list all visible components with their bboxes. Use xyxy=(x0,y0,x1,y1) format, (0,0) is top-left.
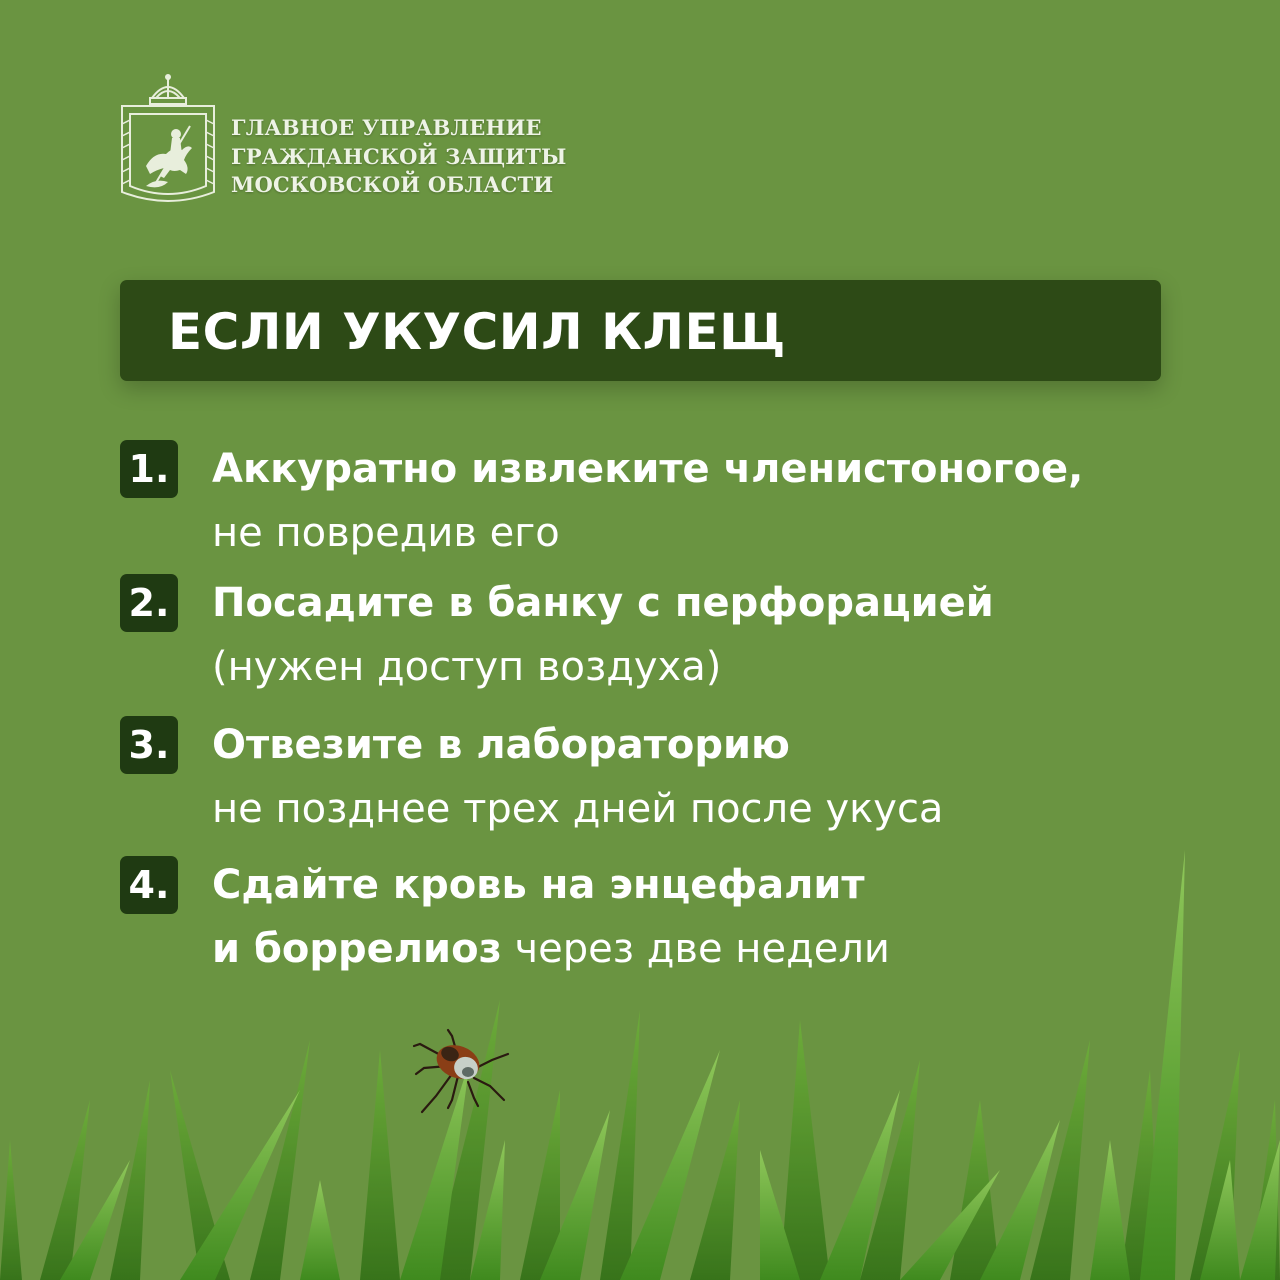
step-number-badge: 2. xyxy=(120,574,178,632)
step-number-badge: 3. xyxy=(120,716,178,774)
org-line-3: МОСКОВСКОЙ ОБЛАСТИ xyxy=(231,172,554,197)
step-detail: не повредив его xyxy=(212,510,560,556)
step-heading: Сдайте кровь на энцефалит xyxy=(212,862,865,908)
step-heading: Аккуратно извлеките членистоногое, xyxy=(212,446,1084,492)
step-heading: Посадите в банку с перфорацией xyxy=(212,580,994,626)
organization-name xyxy=(231,114,567,200)
step-detail: не позднее трех дней после укуса xyxy=(212,786,944,832)
step-number-badge: 4. xyxy=(120,856,178,914)
step-detail: (нужен доступ воздуха) xyxy=(212,644,722,690)
title-banner xyxy=(120,280,1161,381)
tick-icon xyxy=(408,1016,516,1116)
step-heading: Отвезите в лабораторию xyxy=(212,722,790,768)
page-title: ЕСЛИ УКУСИЛ КЛЕЩ xyxy=(168,303,786,361)
grass-icon xyxy=(0,840,1280,1280)
org-line-1: ГЛАВНОЕ УПРАВЛЕНИЕ xyxy=(231,115,542,140)
step-detail-bold: и боррелиоз xyxy=(212,926,502,972)
coat-of-arms-icon xyxy=(116,74,220,210)
step-number-badge: 1. xyxy=(120,440,178,498)
org-line-2: ГРАЖДАНСКОЙ ЗАЩИТЫ xyxy=(231,143,567,169)
step-detail-rest: через две недели xyxy=(501,926,890,972)
